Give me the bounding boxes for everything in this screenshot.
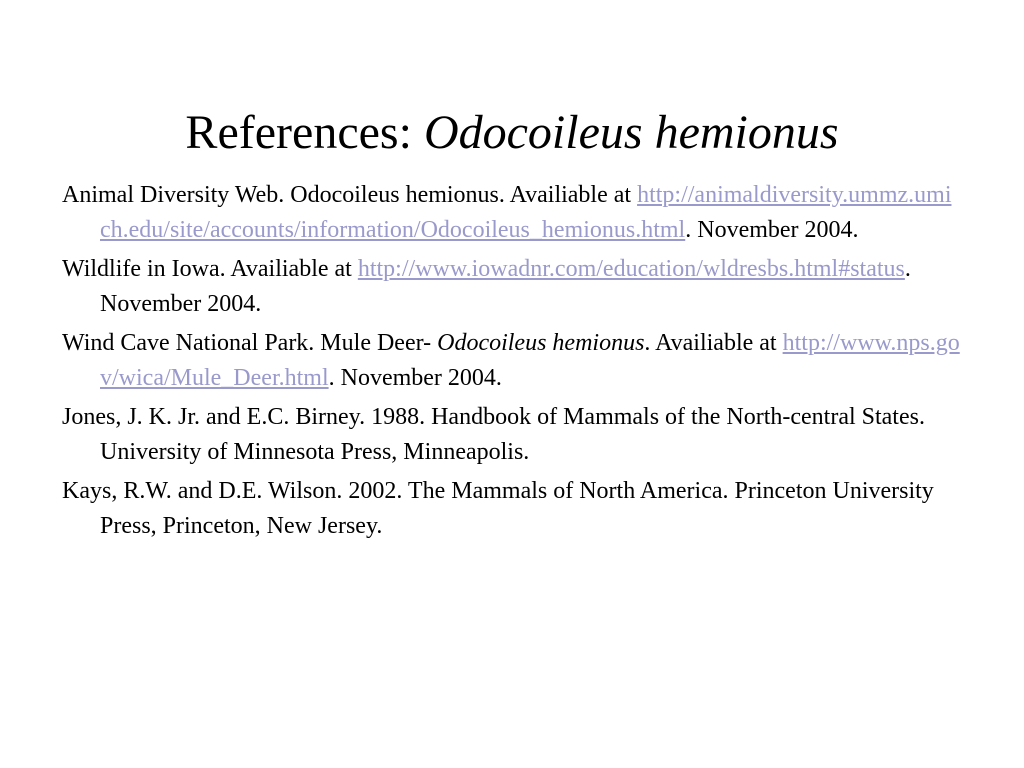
reference-item <box>62 252 962 322</box>
reference-text: Animal Diversity Web. Odocoileus hemionus. Availiable at <box>62 182 638 208</box>
reference-text: . Availiable at <box>644 330 783 356</box>
reference-text: Jones, J. K. Jr. and E.C. Birney. 1988. Handbook of Mammals of the North-central States. University of Minnesota Press, Minneapolis. <box>62 404 925 465</box>
title-prefix: References: <box>185 106 424 159</box>
title-species: Odocoileus hemionus <box>423 106 839 159</box>
reference-date: . November 2004. <box>685 217 859 243</box>
reference-text: Wind Cave National Park. Mule Deer- <box>62 330 438 356</box>
reference-link[interactable]: http://www.iowadnr.com/education/wldresbs.html#status <box>357 256 905 282</box>
reference-link[interactable]: http://www.nps.gov/wica/Mule_Deer.html <box>100 330 960 391</box>
reference-item <box>62 400 962 470</box>
reference-item <box>62 474 962 544</box>
reference-item <box>62 178 962 248</box>
reference-list <box>62 178 962 548</box>
reference-species: Odocoileus hemionus <box>437 330 645 356</box>
reference-text: Wildlife in Iowa. Availiable at <box>62 256 358 282</box>
reference-link[interactable]: http://animaldiversity.ummz.umich.edu/site/accounts/information/Odocoileus_hemionus.html <box>100 182 952 243</box>
reference-date: . November 2004. <box>100 256 911 317</box>
reference-date: . November 2004. <box>328 365 502 391</box>
reference-text: Kays, R.W. and D.E. Wilson. 2002. The Mammals of North America. Princeton University Press, Princeton, New Jersey. <box>62 478 934 539</box>
page-title <box>0 103 1024 163</box>
reference-item <box>62 326 962 396</box>
